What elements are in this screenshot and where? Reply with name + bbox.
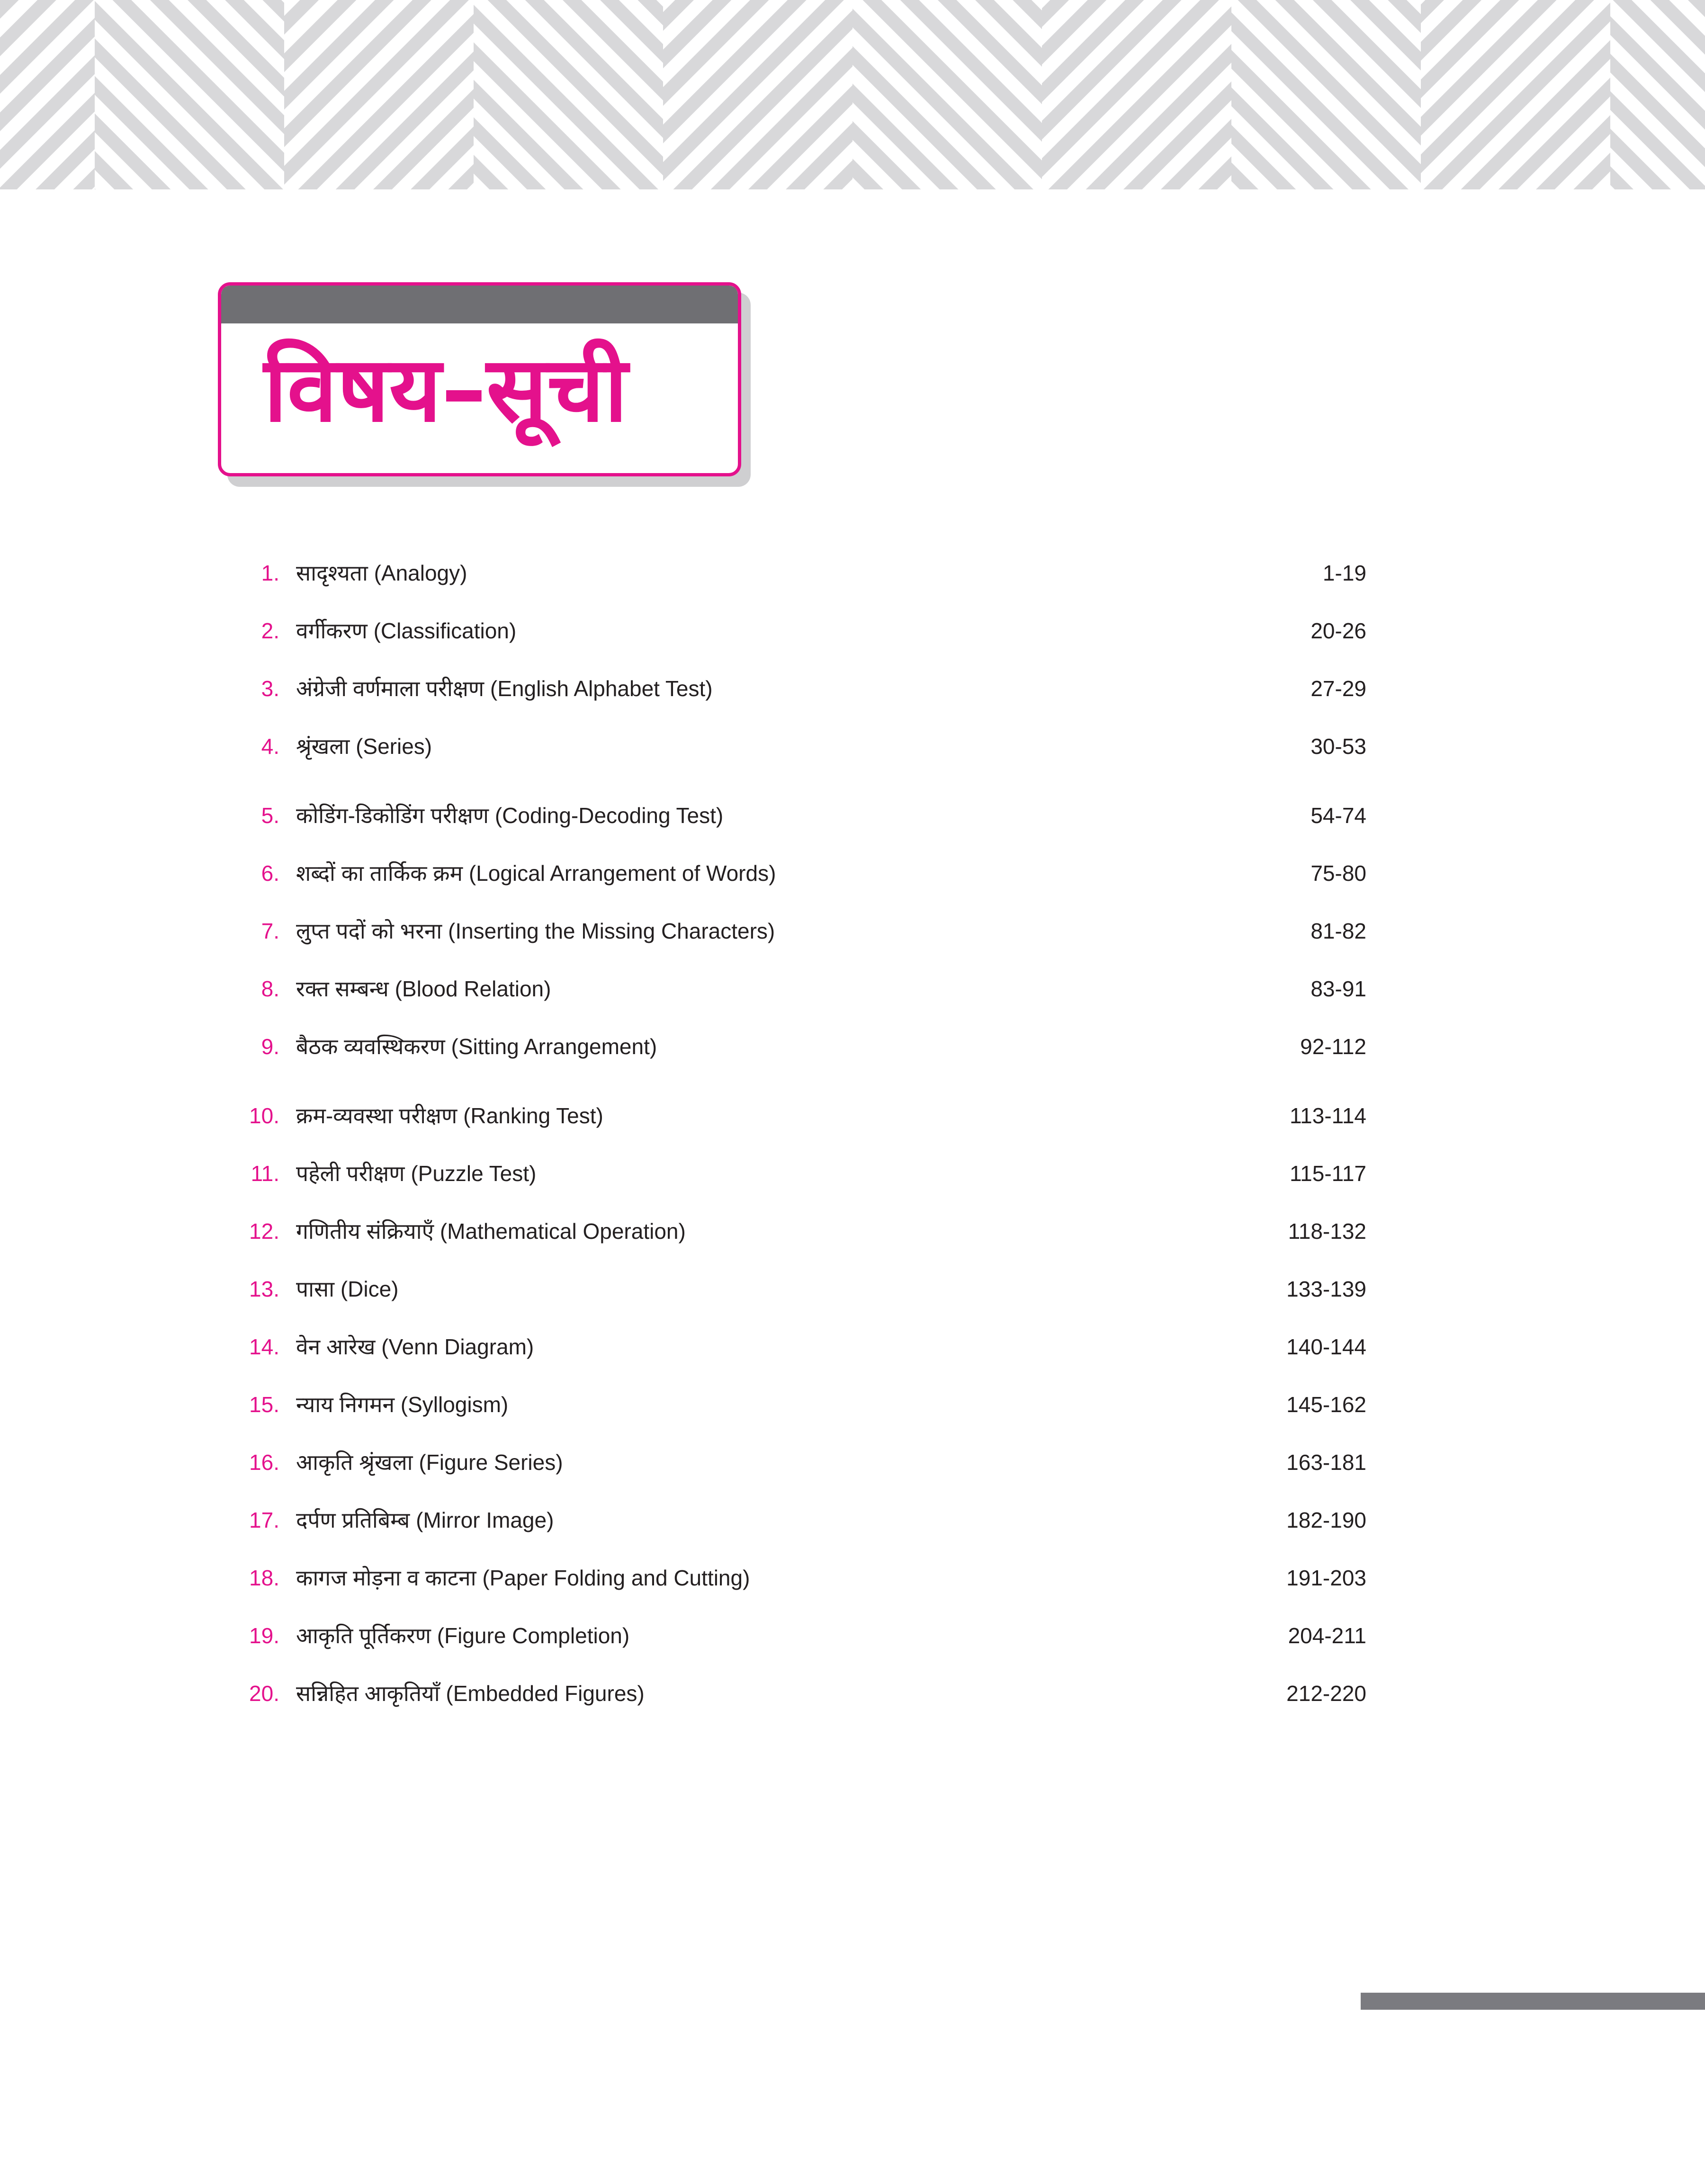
- toc-item-number: 12.: [249, 1219, 279, 1244]
- toc-row[interactable]: [237, 612, 1373, 650]
- diagonal-stripe-pattern: [0, 0, 1705, 189]
- toc-item-title: पहेली परीक्षण (Puzzle Test): [296, 1161, 537, 1186]
- toc-item-title: वर्गीकरण (Classification): [296, 618, 517, 643]
- toc-row[interactable]: [237, 1386, 1373, 1423]
- toc-row[interactable]: [237, 1097, 1373, 1135]
- toc-item-pages: 115-117: [1290, 1161, 1366, 1186]
- toc-item-number: 16.: [249, 1450, 279, 1475]
- toc-item-number: 15.: [249, 1392, 279, 1417]
- toc-item-title: रक्त सम्बन्ध (Blood Relation): [296, 976, 551, 1001]
- toc-item-pages: 1-19: [1322, 561, 1366, 585]
- page-title: विषय–सूची: [264, 337, 628, 442]
- toc-row[interactable]: [237, 670, 1373, 707]
- toc-row[interactable]: [237, 1270, 1373, 1308]
- toc-item-pages: 212-220: [1286, 1681, 1366, 1706]
- title-card: [218, 282, 741, 476]
- toc-item-number: 5.: [261, 803, 279, 828]
- toc-item-title: कोडिंग-डिकोडिंग परीक्षण (Coding-Decoding Test): [296, 803, 724, 828]
- toc-row[interactable]: [237, 912, 1373, 950]
- toc-item-pages: 140-144: [1286, 1334, 1366, 1359]
- toc-item-pages: 75-80: [1310, 861, 1366, 886]
- toc-item-number: 9.: [261, 1034, 279, 1059]
- title-card-body: [218, 282, 741, 476]
- toc-item-pages: 113-114: [1290, 1103, 1366, 1128]
- toc-item-number: 11.: [251, 1161, 279, 1186]
- toc-row[interactable]: [237, 1674, 1373, 1712]
- toc-item-pages: 92-112: [1300, 1034, 1366, 1059]
- toc-item-number: 6.: [261, 861, 279, 886]
- toc-item-number: 13.: [249, 1277, 279, 1301]
- toc-item-title: गणितीय संक्रियाएँ (Mathematical Operation): [296, 1219, 686, 1244]
- toc-row[interactable]: [237, 727, 1373, 765]
- toc-item-title: कागज मोड़ना व काटना (Paper Folding and Cutting): [296, 1566, 750, 1590]
- toc-item-number: 4.: [261, 734, 279, 759]
- toc-item-pages: 204-211: [1288, 1623, 1366, 1648]
- toc-row[interactable]: [237, 797, 1373, 834]
- toc-item-title: वेन आरेख (Venn Diagram): [296, 1334, 534, 1359]
- toc-row[interactable]: [237, 1328, 1373, 1366]
- toc-item-title: श्रृंखला (Series): [296, 734, 432, 759]
- toc-item-title: बैठक व्यवस्थिकरण (Sitting Arrangement): [296, 1034, 657, 1059]
- toc-item-pages: 133-139: [1286, 1277, 1366, 1301]
- toc-item-title: न्याय निगमन (Syllogism): [296, 1392, 509, 1417]
- toc-item-number: 14.: [249, 1334, 279, 1359]
- toc-item-title: सादृश्यता (Analogy): [296, 561, 467, 585]
- toc-row[interactable]: [237, 970, 1373, 1008]
- toc-item-pages: 163-181: [1286, 1450, 1366, 1475]
- toc-item-pages: 30-53: [1310, 734, 1366, 759]
- toc-item-title: लुप्त पदों को भरना (Inserting the Missing Characters): [296, 919, 775, 943]
- toc-row[interactable]: [237, 1443, 1373, 1481]
- toc-item-pages: 191-203: [1286, 1566, 1366, 1590]
- toc-item-number: 18.: [249, 1566, 279, 1590]
- title-card-header-bar: [221, 286, 738, 323]
- toc-item-title: दर्पण प्रतिबिम्ब (Mirror Image): [296, 1508, 554, 1532]
- toc-item-title: आकृति पूर्तिकरण (Figure Completion): [296, 1623, 630, 1648]
- toc-row[interactable]: [237, 1028, 1373, 1065]
- toc-item-number: 3.: [261, 676, 279, 701]
- toc-item-pages: 118-132: [1288, 1219, 1366, 1244]
- toc-item-pages: 81-82: [1310, 919, 1366, 943]
- toc-item-number: 7.: [261, 919, 279, 943]
- toc-row[interactable]: [237, 1617, 1373, 1655]
- toc-item-title: शब्दों का तार्किक क्रम (Logical Arrangement of Words): [296, 861, 776, 886]
- toc-item-pages: 54-74: [1310, 803, 1366, 828]
- toc-item-title: क्रम-व्यवस्था परीक्षण (Ranking Test): [296, 1103, 603, 1128]
- toc-item-number: 2.: [261, 618, 279, 643]
- toc-item-pages: 20-26: [1310, 618, 1366, 643]
- toc-row[interactable]: [237, 1155, 1373, 1192]
- toc-item-number: 8.: [261, 976, 279, 1001]
- toc-item-number: 19.: [249, 1623, 279, 1648]
- toc-row[interactable]: [237, 1559, 1373, 1597]
- bottom-decorative-bar: [1361, 1993, 1705, 2010]
- toc-item-pages: 27-29: [1310, 676, 1366, 701]
- toc-item-pages: 145-162: [1286, 1392, 1366, 1417]
- toc-item-title: पासा (Dice): [296, 1277, 399, 1301]
- toc-row[interactable]: [237, 554, 1373, 592]
- toc-item-number: 17.: [249, 1508, 279, 1532]
- toc-row[interactable]: [237, 854, 1373, 892]
- toc-row[interactable]: [237, 1501, 1373, 1539]
- toc-item-number: 20.: [249, 1681, 279, 1706]
- toc-row[interactable]: [237, 1212, 1373, 1250]
- toc-item-number: 10.: [249, 1103, 279, 1128]
- toc-item-pages: 83-91: [1310, 976, 1366, 1001]
- toc-item-number: 1.: [261, 561, 279, 585]
- toc-item-pages: 182-190: [1286, 1508, 1366, 1532]
- toc-item-title: आकृति श्रृंखला (Figure Series): [296, 1450, 563, 1475]
- toc-item-title: सन्निहित आकृतियाँ (Embedded Figures): [296, 1681, 645, 1706]
- toc-item-title: अंग्रेजी वर्णमाला परीक्षण (English Alphabet Test): [296, 676, 713, 701]
